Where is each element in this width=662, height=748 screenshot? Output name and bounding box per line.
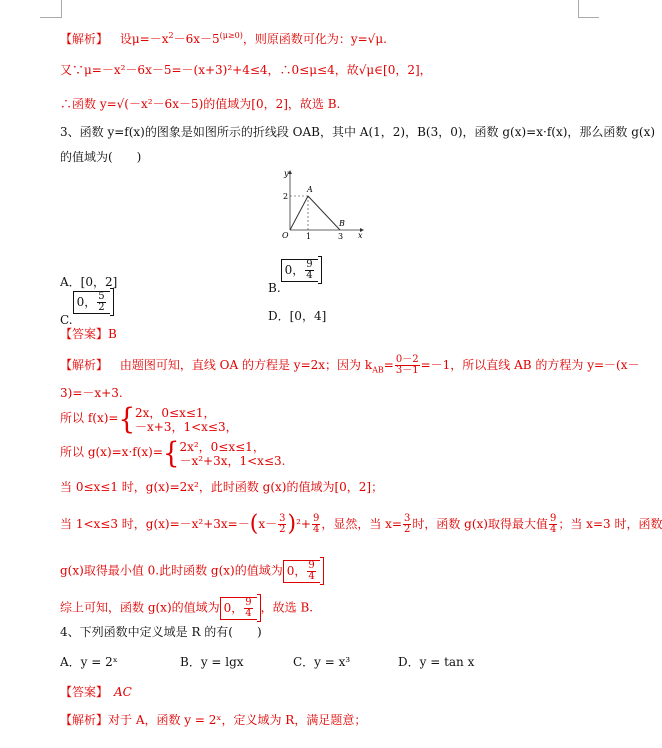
solution-3-line-6: 当 1<x≤3 时，g(x)=－x²+3x=－(x－ $\frac{3}{2}$ )²+ $\frac{9}{4}$ ，显然，当 x= $\frac{3}{2}$ 时，函数 g(x)取得最大值 $\frac{9}{4}$ ；当 x=3 时，函数 bbox=[60, 511, 662, 537]
analysis-line-1: 【解析】 设$\mu=-x^2-6x-5^{(\mu\ge 0)}$，则原函数可化为：y=√μ. bbox=[60, 31, 387, 46]
page-margin-mark bbox=[61, 0, 62, 18]
y-label: y bbox=[284, 169, 289, 178]
q4-option-c: C．y = x³ bbox=[293, 655, 351, 669]
solution-3-line-7: g(x)取得最小值 0.此时函数 g(x)的值域为 0， $\frac{9}{4}$ bbox=[60, 557, 324, 585]
solution-3-line-2: 3)=－x+3. bbox=[60, 386, 123, 400]
y-axis-arrow bbox=[288, 170, 292, 174]
question-3-line-1: 3、函数 y=f(x)的图象是如图所示的折线段 OAB，其中 A(1，2)，B(3，0)，函数 g(x)=x·f(x)，那么函数 g(x) bbox=[60, 125, 656, 139]
analysis-line-3: ∴函数 y=√(－x²－6x－5)的值域为[0，2]，故选 B. bbox=[60, 97, 341, 111]
q4-option-d: D．y = tan x bbox=[398, 655, 475, 669]
page-margin-mark bbox=[40, 17, 61, 18]
option-c: C.0， $\frac{5}{2}$ bbox=[60, 288, 114, 316]
tick-x-1: 1 bbox=[306, 232, 312, 241]
option-a: A．[0，2] bbox=[60, 275, 118, 289]
solution-3-line-1: 【解析】 由题图可知，直线 OA 的方程是 y=2x；因为 $k_{AB}=$ $\frac{0-2}{3-1}$ =－1，所以直线 AB 的方程为 y=－(x－ bbox=[60, 354, 640, 376]
answer-line-3: 【答案】B bbox=[60, 327, 117, 341]
tick-x-3: 3 bbox=[338, 232, 344, 241]
origin-label: O bbox=[282, 231, 289, 240]
answer-line-4: 【答案】 AC bbox=[60, 685, 132, 699]
segment-OA bbox=[290, 196, 308, 230]
point-B-label: B bbox=[339, 219, 345, 228]
question-3-line-2: 的值域为( ) bbox=[60, 150, 142, 164]
x-label: x bbox=[358, 231, 363, 240]
point-A-label: A bbox=[307, 185, 313, 194]
tick-y-2: 2 bbox=[283, 192, 289, 201]
q4-option-b: B．y = lgx bbox=[180, 655, 244, 669]
solution-3-line-8: 综上可知，函数 g(x)的值域为 0， $\frac{9}{4}$ ，故选 B. bbox=[60, 594, 313, 622]
page-margin-mark bbox=[578, 17, 599, 18]
q4-option-a: A．y = 2ˣ bbox=[60, 655, 118, 669]
question-4-line-1: 4、下列函数中定义域是 R 的有( ) bbox=[60, 625, 262, 639]
function-graph bbox=[280, 168, 364, 240]
segment-AB bbox=[308, 196, 340, 230]
solution-3-gx-piecewise: 所以 g(x)=x·f(x)={ 2x²，0≤x≤1， －x²+3x，1<x≤3. bbox=[60, 437, 286, 471]
option-d: D．[0，4] bbox=[268, 309, 327, 323]
solution-4-line-1: 【解析】对于 A，函数 y = 2ˣ，定义域为 R，满足题意； bbox=[60, 713, 367, 727]
analysis-line-2: 又∵μ=－x²－6x－5=－(x+3)²+4≤4，∴0≤μ≤4，故√μ∈[0，2]， bbox=[60, 63, 432, 77]
solution-3-fx-piecewise: 所以 f(x)={ 2x，0≤x≤1， －x+3，1<x≤3， bbox=[60, 403, 238, 437]
solution-3-line-5: 当 0≤x≤1 时，g(x)=2x²，此时函数 g(x)的值域为[0，2]； bbox=[60, 480, 384, 494]
analysis-tag: 【解析】 bbox=[60, 32, 109, 46]
option-b: B.0， $\frac{9}{4}$ bbox=[268, 256, 322, 284]
page-margin-mark bbox=[578, 0, 579, 18]
